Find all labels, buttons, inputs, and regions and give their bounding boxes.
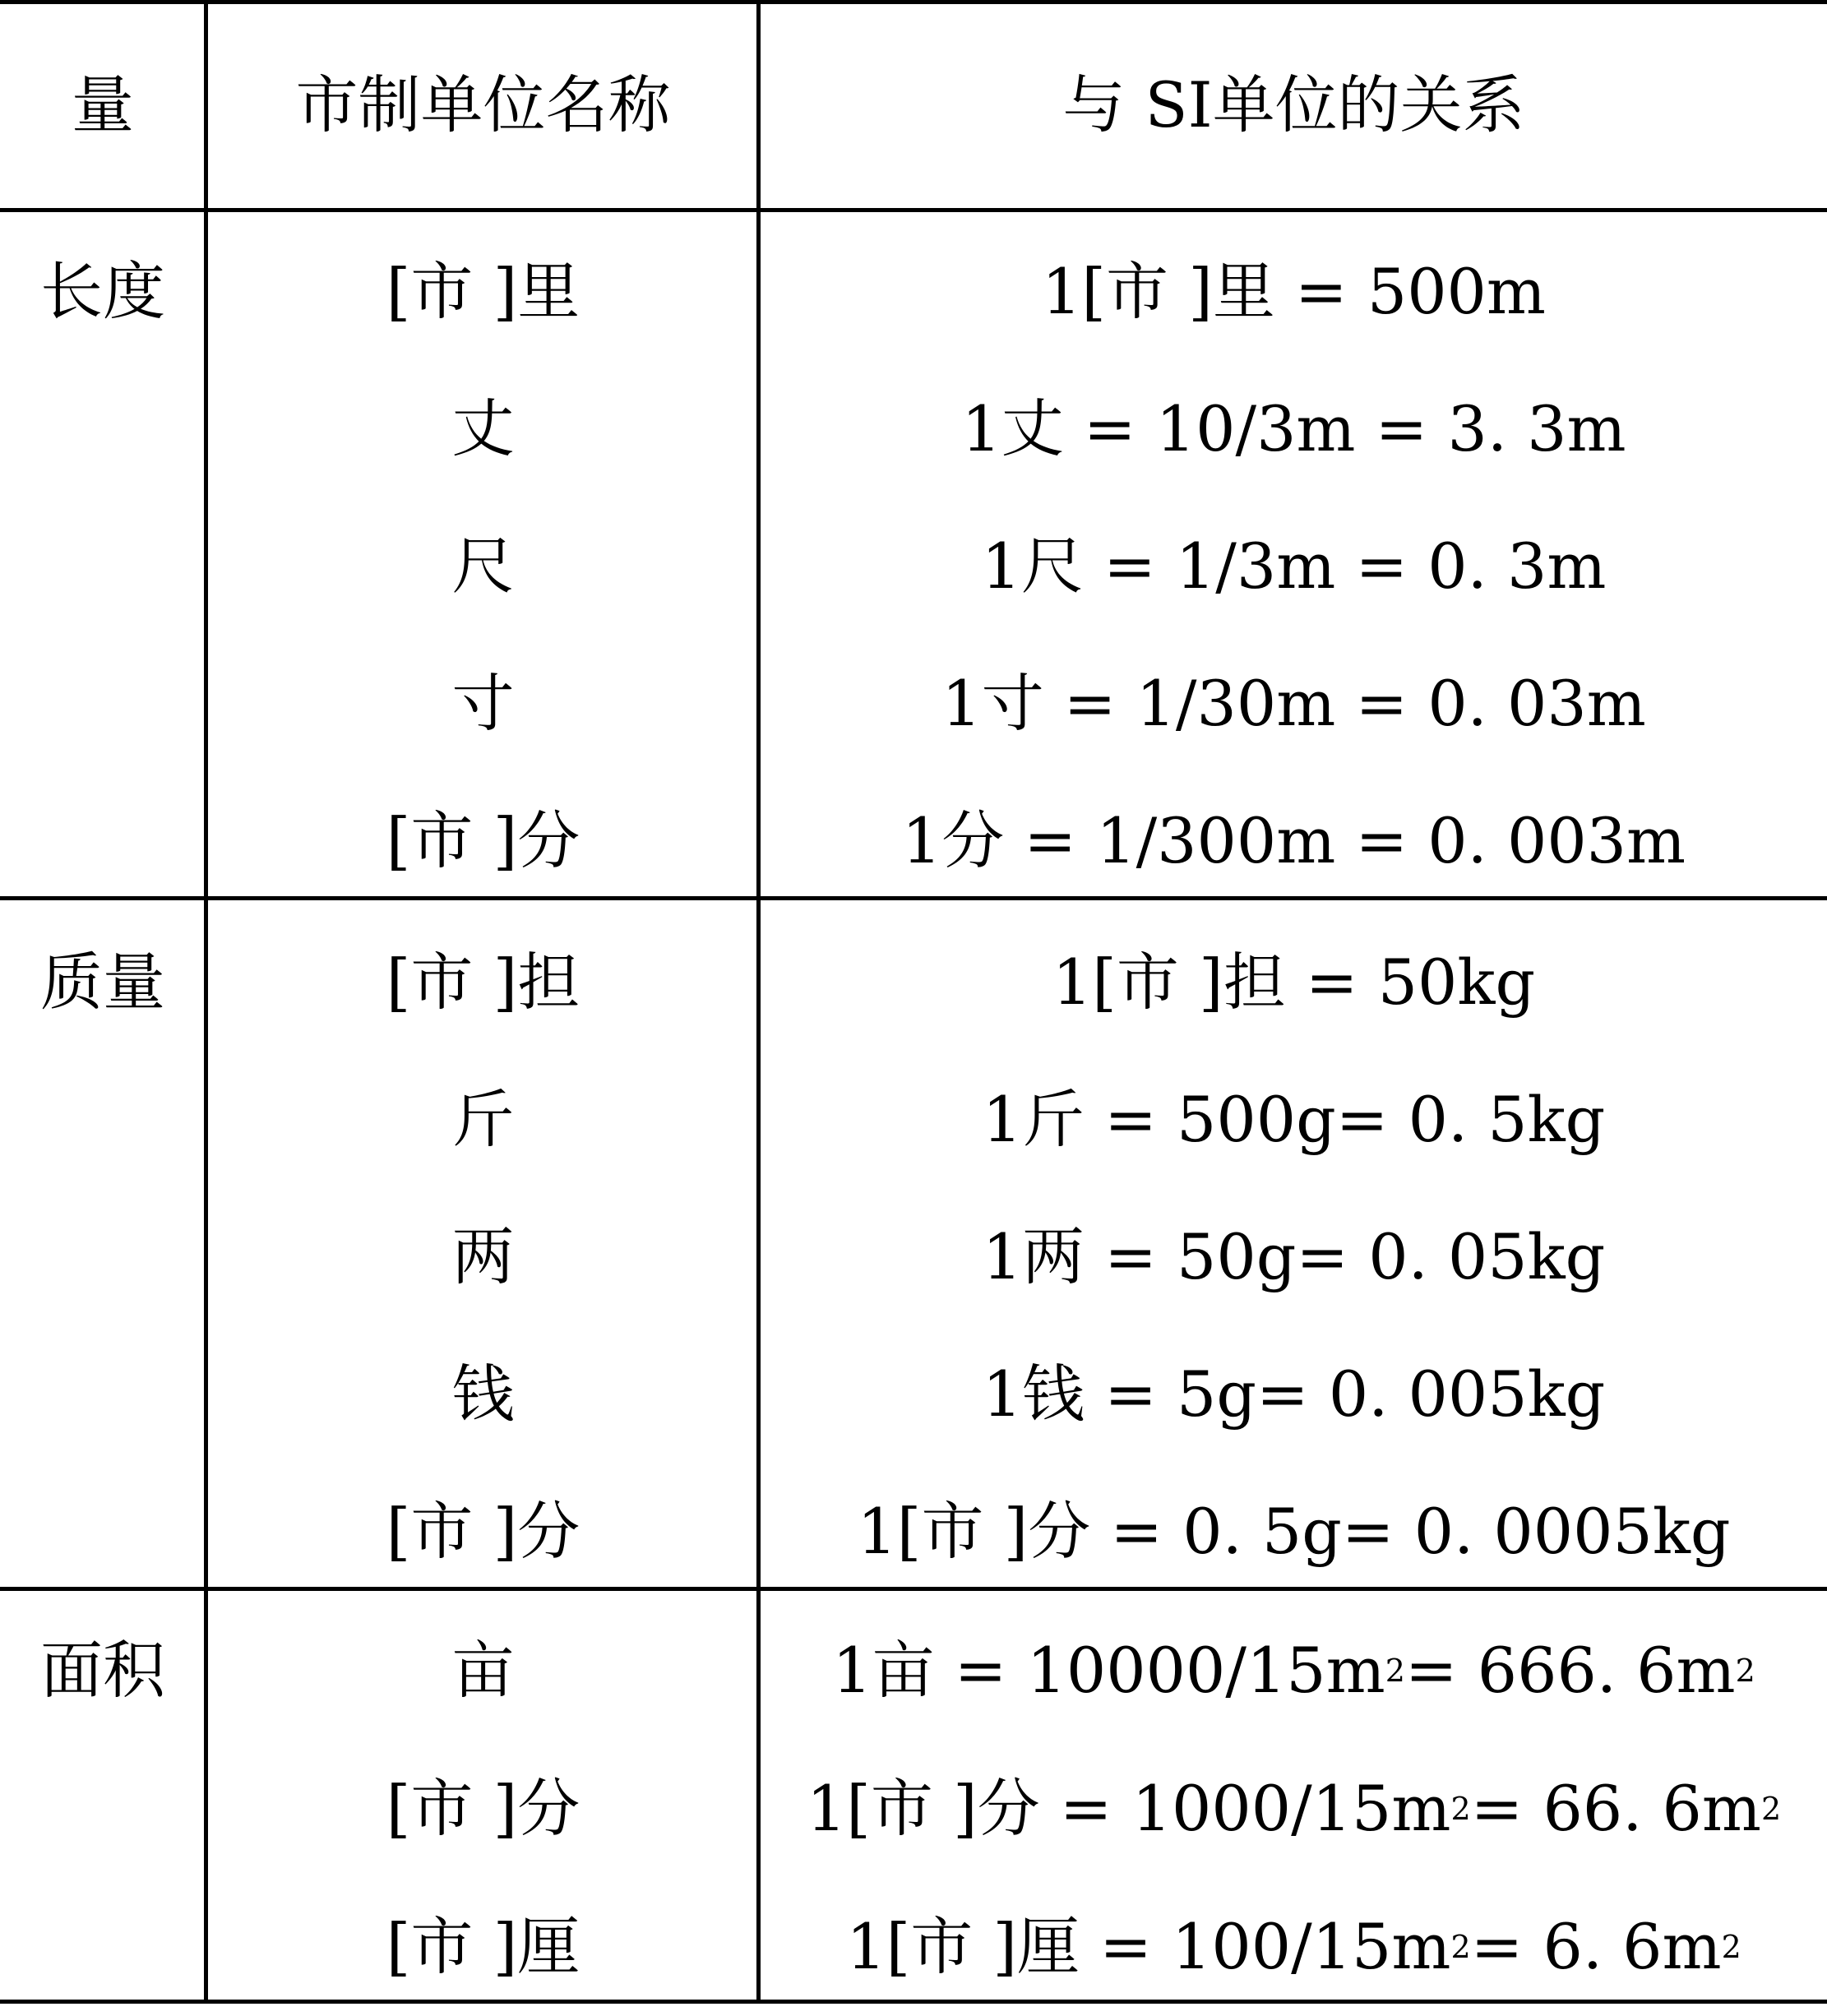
unit-relation: 1[市 ]分 = 0. 5g= 0. 0005kg	[857, 1495, 1731, 1568]
unit-relation: 1尺 = 1/3m = 0. 3m	[981, 529, 1607, 603]
unit-name: 两	[451, 1220, 515, 1293]
unit-name: [市 ]担	[386, 946, 580, 1019]
group-label-mass: 质量	[40, 946, 165, 1019]
unit-relation: 1[市 ]厘 = 100/15m 2 = 6. 6m 2	[846, 1910, 1741, 1983]
unit-relation: 1[市 ]担 = 50kg	[1052, 946, 1536, 1019]
unit-relation: 1[市 ]分 = 1000/15m 2 = 66. 6m 2	[806, 1772, 1782, 1845]
unit-name: 寸	[451, 667, 515, 740]
group-label-length: 长度	[40, 255, 165, 328]
header-unit-name: 市制单位名称	[295, 67, 671, 141]
relation-text: 1[市 ]厘 = 100/15m	[846, 1910, 1451, 1983]
relation-text: 1亩 = 10000/15m	[832, 1634, 1385, 1707]
group-label-area: 面积	[40, 1634, 165, 1707]
relation-text: = 666. 6m	[1404, 1634, 1736, 1707]
unit-name: 钱	[451, 1357, 515, 1431]
unit-name: 丈	[451, 392, 515, 465]
unit-name: [市 ]分	[386, 1495, 580, 1568]
unit-relation: 1分 = 1/300m = 0. 003m	[901, 804, 1686, 877]
unit-name: 斤	[451, 1083, 515, 1156]
unit-name: [市 ]里	[386, 255, 580, 328]
unit-name: [市 ]分	[386, 1772, 580, 1845]
header-si-relation: 与 SI单位的关系	[1062, 67, 1525, 141]
unit-name: [市 ]厘	[386, 1910, 580, 1983]
header-quantity: 量	[72, 67, 134, 141]
unit-name: [市 ]分	[386, 804, 580, 877]
unit-relation: 1[市 ]里 = 500m	[1042, 255, 1546, 328]
unit-relation: 1亩 = 10000/15m 2 = 666. 6m 2	[832, 1634, 1755, 1707]
unit-relation: 1斤 = 500g= 0. 5kg	[982, 1083, 1606, 1156]
unit-relation: 1丈 = 10/3m = 3. 3m	[961, 392, 1626, 465]
unit-name: 亩	[451, 1634, 515, 1707]
unit-relation: 1钱 = 5g= 0. 005kg	[982, 1357, 1606, 1431]
unit-name: 尺	[451, 529, 515, 603]
unit-relation: 1两 = 50g= 0. 05kg	[982, 1220, 1606, 1293]
unit-relation: 1寸 = 1/30m = 0. 03m	[941, 667, 1646, 740]
relation-text: = 6. 6m	[1470, 1910, 1722, 1983]
relation-text: 1[市 ]分 = 1000/15m	[806, 1772, 1451, 1845]
relation-text: = 66. 6m	[1470, 1772, 1761, 1845]
